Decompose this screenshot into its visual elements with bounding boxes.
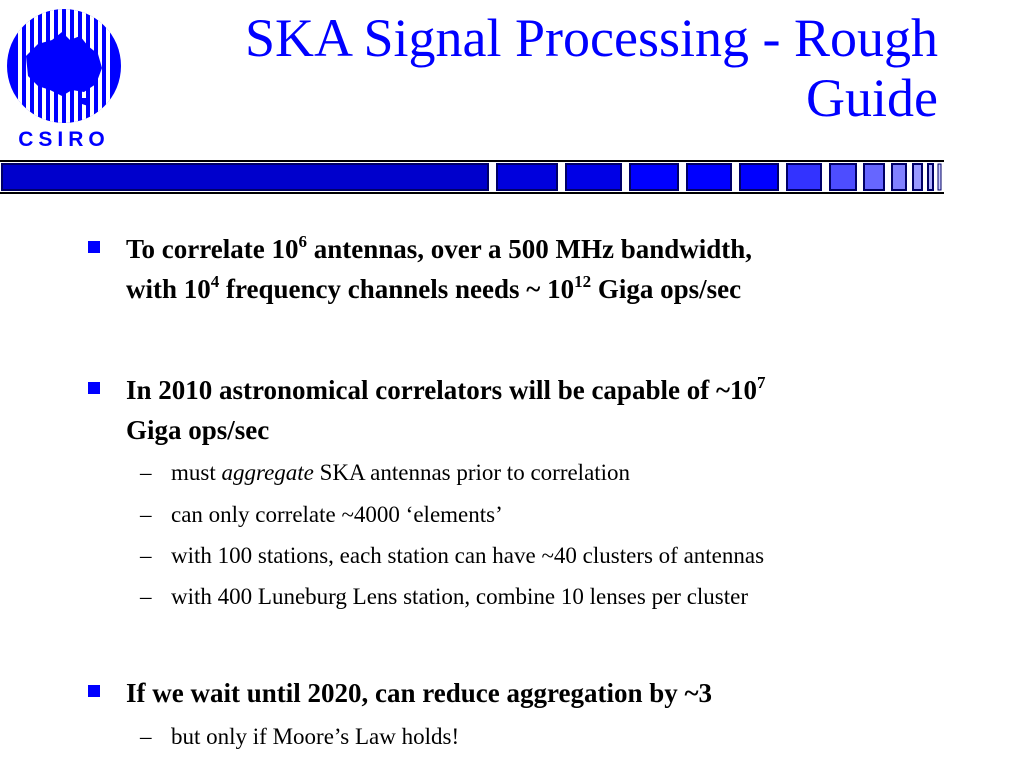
bullet-2-text — [126, 370, 958, 450]
sub-bullet-text-part: SKA antennas prior to correlation — [313, 460, 631, 485]
slide-title-line-1: SKA Signal Processing - Rough — [244, 8, 938, 68]
sub-bullet — [140, 541, 960, 571]
square-bullet-icon — [88, 382, 100, 394]
square-bullet-icon — [88, 241, 100, 253]
dash-bullet-icon: – — [140, 584, 152, 609]
square-bullet-icon — [88, 685, 100, 697]
bullet-1-exponent: 12 — [574, 272, 592, 291]
bullet-2-exponent: 7 — [756, 373, 766, 392]
bullet-2 — [88, 370, 958, 450]
sub-bullet — [140, 500, 960, 530]
sub-bullet-text: but only if Moore’s Law holds! — [171, 724, 460, 749]
sub-bullet — [140, 722, 960, 752]
bullet-1-text-part: frequency channels needs ~ 10 — [219, 274, 575, 304]
dash-bullet-icon: – — [140, 724, 152, 749]
bullet-3 — [88, 673, 958, 713]
sub-bullet-text-part: must — [171, 460, 222, 485]
bullet-1-text-part: with 10 — [126, 274, 211, 304]
sub-bullet-text — [171, 458, 960, 488]
bullet-2-text-part: In 2010 astronomical correlators will be capable of ~10 — [126, 375, 757, 405]
sub-bullet — [140, 582, 960, 612]
sub-bullet-text: with 100 stations, each station can have ~40 clusters of antennas — [171, 543, 765, 568]
dash-bullet-icon: – — [140, 502, 152, 527]
bullet-1-text-part: antennas, over a 500 MHz bandwidth, — [306, 234, 753, 264]
csiro-logo-text: CSIRO — [18, 128, 110, 151]
sub-bullet-emphasis: aggregate — [221, 460, 314, 485]
dash-bullet-icon: – — [140, 460, 152, 485]
bullet-1-exponent: 4 — [210, 272, 220, 291]
bullet-3-text: If we wait until 2020, can reduce aggregation by ~3 — [126, 678, 713, 708]
sub-bullet — [140, 458, 960, 488]
bullet-1-text — [126, 229, 958, 309]
sub-bullet-text: can only correlate ~4000 ‘elements’ — [171, 502, 503, 527]
bullet-1-exponent: 6 — [298, 232, 307, 251]
sub-bullet-text: with 400 Luneburg Lens station, combine 10 lenses per cluster — [171, 584, 749, 609]
bullet-1 — [88, 229, 958, 309]
slide-title-line-2: Guide — [806, 68, 938, 128]
bullet-1-text-part: Giga ops/sec — [591, 274, 742, 304]
dash-bullet-icon: – — [140, 543, 152, 568]
bullet-2-text-part: Giga ops/sec — [126, 415, 270, 445]
bullet-1-text-part: To correlate 10 — [126, 234, 299, 264]
